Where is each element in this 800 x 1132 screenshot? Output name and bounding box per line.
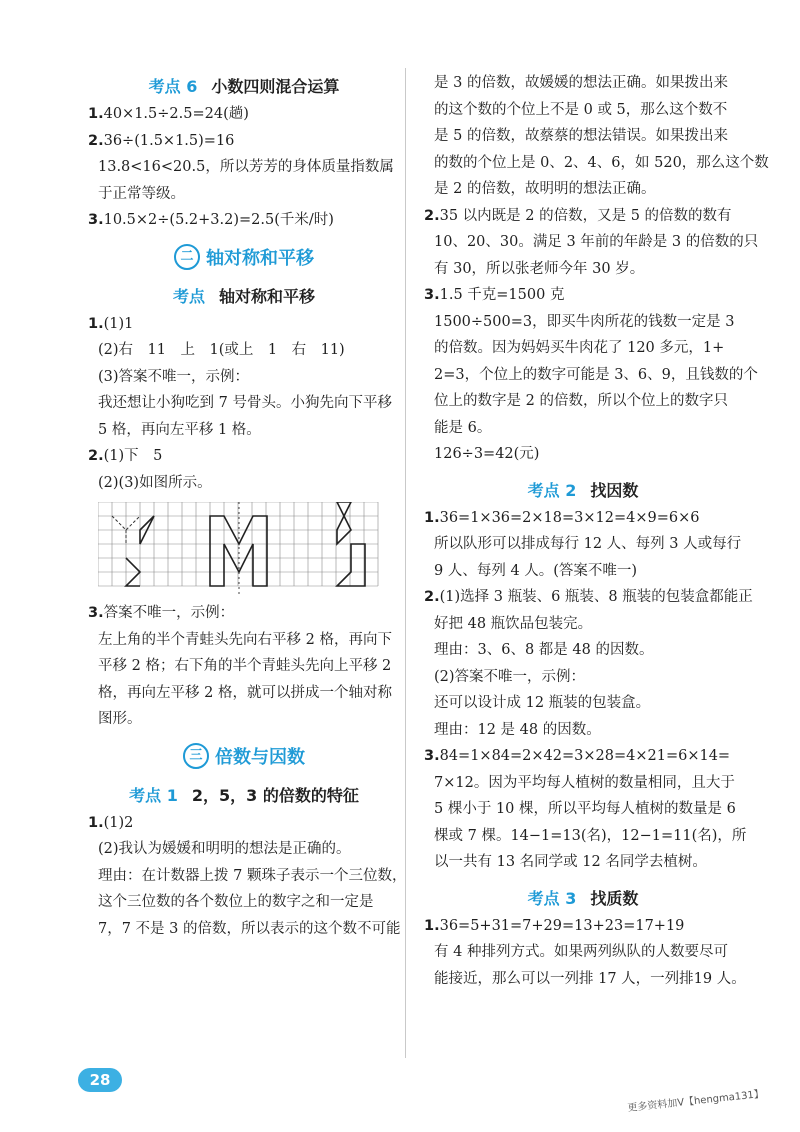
answer-text: 理由：在计数器上拨 7 颗珠子表示一个三位数， bbox=[98, 867, 407, 884]
answer-text: 36=1×36=2×18=3×12=4×9=6×6 bbox=[439, 509, 700, 526]
answer-text: (2)答案不唯一，示例： bbox=[434, 668, 586, 685]
answer-text: (1)1 bbox=[103, 315, 134, 332]
answer-line bbox=[88, 810, 400, 837]
answer-text: 平移 2 格；右下角的半个青蛙头先向上平移 2 bbox=[98, 658, 392, 674]
answer-line bbox=[88, 154, 400, 181]
answer-line bbox=[424, 849, 742, 876]
answer-text: 7×12。因为平均每人植树的数量相同，且大于 bbox=[434, 774, 735, 791]
answer-line bbox=[88, 916, 400, 943]
answer-line bbox=[88, 600, 400, 627]
answer-line bbox=[424, 637, 742, 664]
answer-line bbox=[424, 97, 742, 124]
answer-text: 13.8<16<20.5，所以芳芳的身体质量指数属 bbox=[98, 159, 394, 175]
answer-text: 是 3 的倍数，故媛媛的想法正确。如果拨出来 bbox=[434, 75, 728, 91]
answer-line bbox=[88, 101, 400, 128]
answer-text: 答案不唯一，示例： bbox=[103, 605, 235, 621]
answer-text: 1500÷500=3，即买牛肉所花的钱数一定是 3 bbox=[434, 313, 735, 330]
answer-text: 能是 6。 bbox=[434, 419, 492, 436]
answer-text: 9 人、每列 4 人。(答案不唯一) bbox=[434, 562, 638, 579]
answer-line bbox=[424, 282, 742, 309]
answer-text: 能接近，那么可以一列排 17 人，一列排19 人。 bbox=[434, 970, 746, 987]
answer-line bbox=[424, 150, 769, 177]
question-number: 2. bbox=[424, 589, 440, 605]
answer-line bbox=[424, 823, 747, 850]
topic-1-heading bbox=[88, 783, 400, 806]
question-number: 3. bbox=[424, 748, 440, 764]
topic-label: 考点 3 bbox=[527, 888, 577, 908]
question-number: 3. bbox=[424, 287, 440, 303]
answer-line bbox=[424, 388, 742, 415]
answer-text: 以一共有 13 名同学或 12 名同学去植树。 bbox=[434, 854, 707, 870]
answer-line bbox=[88, 181, 400, 208]
answer-line bbox=[88, 836, 400, 863]
answer-line bbox=[424, 362, 758, 389]
topic-2-heading bbox=[424, 478, 742, 501]
answer-text: (2)我认为媛媛和明明的想法是正确的。 bbox=[98, 841, 351, 857]
answer-text: (2)右 11 上 1(或上 1 右 11) bbox=[98, 342, 345, 358]
answer-line bbox=[424, 123, 742, 150]
answer-text: 35 以内既是 2 的倍数，又是 5 的倍数的数有 bbox=[439, 207, 732, 224]
answer-text: 10.5×2÷(5.2+3.2)=2.5(千米/时) bbox=[103, 212, 334, 228]
answer-line bbox=[424, 913, 742, 940]
section-2-heading bbox=[88, 244, 400, 278]
question-number: 3. bbox=[88, 212, 104, 228]
question-number: 2. bbox=[88, 448, 104, 464]
answer-line bbox=[88, 390, 400, 417]
topic-6-answers bbox=[88, 101, 400, 234]
topic-1-answers bbox=[88, 810, 407, 943]
answer-line bbox=[88, 653, 400, 680]
question-number: 1. bbox=[88, 814, 104, 831]
answer-text: 有 4 种排列方式。如果两列纵队的人数要尽可 bbox=[434, 944, 728, 960]
answer-line bbox=[424, 558, 742, 585]
page-number: 28 bbox=[78, 1068, 122, 1092]
answer-line bbox=[424, 584, 753, 611]
question-number: 1. bbox=[88, 106, 104, 122]
topic-title: 2，5，3 的倍数的特征 bbox=[191, 785, 359, 805]
answer-text: 2=3，个位上的数字可能是 3、6、9，且钱数的个 bbox=[434, 366, 758, 383]
answer-line bbox=[88, 470, 400, 497]
answer-line bbox=[88, 337, 400, 364]
answer-text: 格，再向左平移 2 格，就可以拼成一个轴对称 bbox=[98, 684, 392, 701]
answer-text: 这个三位数的各个数位上的数字之和一定是 bbox=[98, 894, 374, 910]
topic-title: 轴对称和平移 bbox=[219, 286, 316, 306]
answer-line bbox=[424, 796, 742, 823]
topic-axis-heading bbox=[88, 284, 400, 307]
answer-text: 图形。 bbox=[98, 711, 142, 727]
topic-title: 小数四则混合运算 bbox=[211, 77, 340, 96]
section-number-badge: 三 bbox=[183, 743, 209, 769]
answer-line bbox=[424, 256, 742, 283]
answer-line bbox=[424, 690, 742, 717]
question-number: 2. bbox=[424, 207, 440, 224]
question-number: 1. bbox=[88, 315, 104, 332]
answer-line bbox=[424, 611, 742, 638]
answer-line bbox=[88, 680, 400, 707]
answer-line bbox=[424, 441, 742, 468]
answer-line bbox=[424, 176, 742, 203]
topic-2-answers bbox=[424, 505, 753, 876]
answer-text: 84=1×84=2×42=3×28=4×21=6×14= bbox=[439, 748, 731, 764]
answer-text: 5 格，再向左平移 1 格。 bbox=[98, 421, 261, 438]
answer-text: 36=5+31=7+29=13+23=17+19 bbox=[439, 917, 685, 934]
answer-text: 还可以设计成 12 瓶装的包装盒。 bbox=[434, 695, 651, 711]
answer-text: 的数的个位上是 0、2、4、6，如 520，那么这个数 bbox=[434, 154, 769, 171]
axis-answers bbox=[88, 311, 400, 497]
answer-text: (1)2 bbox=[103, 814, 134, 831]
answer-text: 我还想让小狗吃到 7 号骨头。小狗先向下平移 bbox=[98, 395, 392, 411]
answer-line bbox=[88, 364, 400, 391]
axis-answers-2 bbox=[88, 600, 400, 733]
answer-line bbox=[88, 311, 400, 338]
column-divider bbox=[405, 68, 406, 1058]
answer-text: 126÷3=42(元) bbox=[434, 446, 540, 462]
answer-text: (3)答案不唯一，示例： bbox=[98, 368, 250, 385]
answer-line bbox=[424, 335, 742, 362]
answer-text: 5 棵小于 10 棵，所以平均每人植树的数量是 6 bbox=[434, 801, 736, 817]
topic-title: 找因数 bbox=[590, 480, 639, 500]
answer-line bbox=[424, 664, 742, 691]
topic-3-answers bbox=[424, 913, 746, 993]
watermark: 更多资料加V【hengma131】 bbox=[627, 1088, 765, 1115]
answer-line bbox=[88, 128, 400, 155]
answer-line bbox=[88, 417, 400, 444]
question-number: 3. bbox=[88, 605, 104, 621]
answer-text: 是 2 的倍数，故明明的想法正确。 bbox=[434, 181, 656, 197]
topic-3-heading bbox=[424, 886, 742, 909]
answer-text: 的这个数的个位上不是 0 或 5，那么这个数不 bbox=[434, 101, 728, 118]
answer-text: 10、20、30。满足 3 年前的年龄是 3 的倍数的只 bbox=[434, 234, 759, 250]
question-number: 2. bbox=[88, 132, 104, 149]
answer-text: 于正常等级。 bbox=[98, 185, 185, 202]
answer-line bbox=[424, 415, 742, 442]
answer-text: 1.5 千克=1500 克 bbox=[439, 287, 565, 303]
answer-text: (2)(3)如图所示。 bbox=[98, 474, 212, 491]
topic-label: 考点 1 bbox=[129, 785, 178, 805]
section-number-badge: 二 bbox=[174, 244, 200, 270]
answer-line bbox=[88, 443, 400, 470]
answer-line bbox=[424, 770, 742, 797]
topic-label: 考点 bbox=[172, 286, 205, 306]
answer-line bbox=[424, 229, 759, 256]
answer-line bbox=[424, 531, 742, 558]
left-column bbox=[88, 70, 407, 942]
section-title: 轴对称和平移 bbox=[206, 247, 314, 269]
answer-line bbox=[424, 717, 742, 744]
answer-text: 所以队形可以排成每行 12 人、每列 3 人或每行 bbox=[434, 536, 742, 552]
answer-line bbox=[424, 743, 742, 770]
question-number: 1. bbox=[424, 509, 440, 526]
topic-label: 考点 2 bbox=[527, 480, 577, 500]
answer-line bbox=[424, 203, 742, 230]
answer-line bbox=[88, 863, 407, 890]
section-title: 倍数与因数 bbox=[215, 746, 305, 768]
topic-1-answers-continued bbox=[424, 70, 769, 468]
topic-6-heading bbox=[88, 74, 400, 97]
answer-text: 7，7 不是 3 的倍数，所以表示的这个数不可能 bbox=[98, 920, 401, 937]
grid-figure bbox=[98, 502, 380, 594]
answer-text: 理由：12 是 48 的因数。 bbox=[434, 721, 601, 738]
answer-text: 棵或 7 棵。14−1=13(名)，12−1=11(名)，所 bbox=[434, 827, 747, 844]
answer-text: 40×1.5÷2.5=24(趟) bbox=[103, 106, 249, 122]
answer-text: 理由：3、6、8 都是 48 的因数。 bbox=[434, 642, 654, 658]
answer-line bbox=[424, 309, 742, 336]
topic-title: 找质数 bbox=[590, 888, 639, 908]
answer-text: (1)选择 3 瓶装、6 瓶装、8 瓶装的包装盒都能正 bbox=[439, 589, 753, 605]
answer-line bbox=[424, 505, 742, 532]
answer-line bbox=[88, 706, 400, 733]
right-column bbox=[424, 70, 769, 992]
answer-line bbox=[88, 207, 400, 234]
answer-line bbox=[88, 889, 400, 916]
answer-text: 是 5 的倍数，故蔡蔡的想法错误。如果拨出来 bbox=[434, 128, 728, 144]
answer-text: 左上角的半个青蛙头先向右平移 2 格，再向下 bbox=[98, 631, 392, 648]
answer-text: 的倍数。因为妈妈买牛肉花了 120 多元，1+ bbox=[434, 340, 725, 356]
section-3-heading bbox=[88, 743, 400, 777]
answer-line bbox=[424, 939, 742, 966]
answer-text: (1)下 5 bbox=[103, 448, 163, 464]
answer-line bbox=[424, 70, 742, 97]
question-number: 1. bbox=[424, 917, 440, 934]
topic-label: 考点 6 bbox=[148, 77, 198, 96]
answer-text: 位上的数字是 2 的倍数，所以个位上的数字只 bbox=[434, 393, 728, 409]
answer-line bbox=[88, 627, 400, 654]
answer-text: 36÷(1.5×1.5)=16 bbox=[103, 132, 235, 149]
answer-line bbox=[424, 966, 746, 993]
answer-text: 好把 48 瓶饮品包装完。 bbox=[434, 615, 593, 632]
answer-text: 有 30，所以张老师今年 30 岁。 bbox=[434, 260, 645, 277]
